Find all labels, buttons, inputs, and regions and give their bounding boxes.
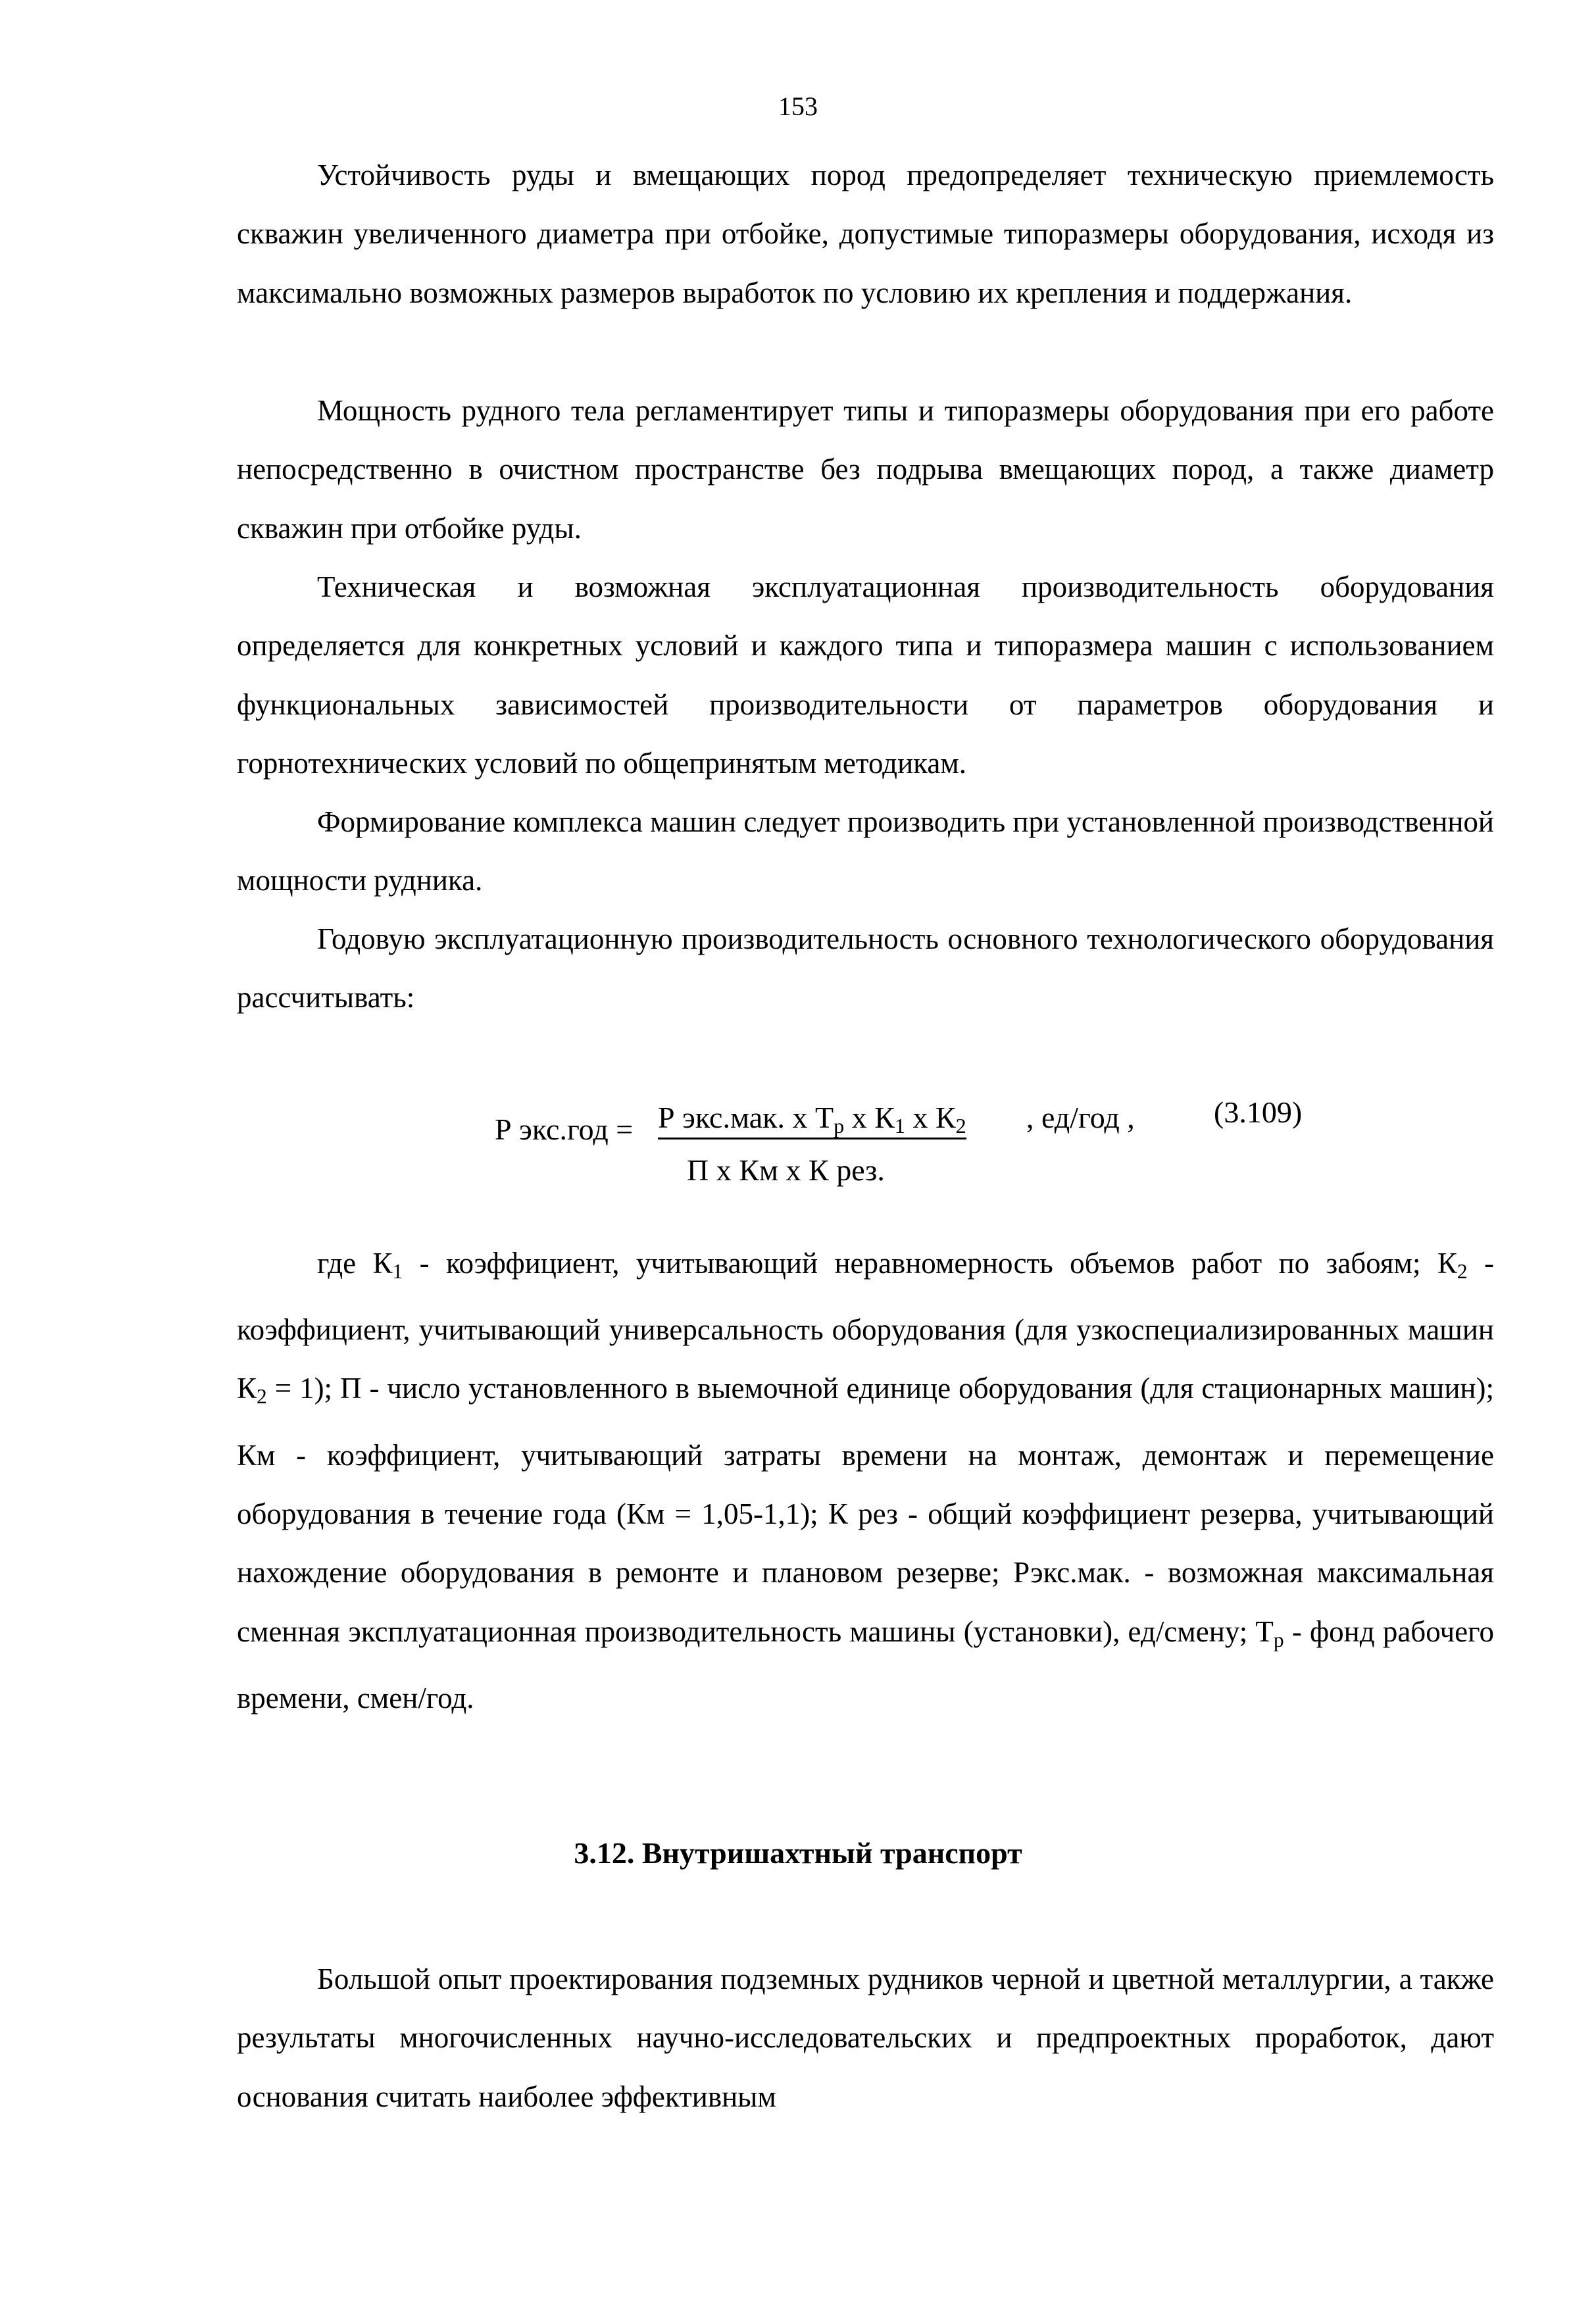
formula-unit: , ед/год , xyxy=(1026,1101,1135,1134)
paragraph-ore-stability: Устойчивость руды и вмещающих пород предопределяет техническую приемлемость скважин увеличенного диаметра при отбойке, допустимые типоразмеры оборудования, исходя из максимально возможных размеров выработок по условию их крепления и поддержания. xyxy=(237,159,1494,309)
equation-number: (3.109) xyxy=(1214,1095,1303,1129)
formula-numerator: Р экс.мак. х $Т_р$ х $К_1$ х $К_2$ xyxy=(658,1103,966,1139)
page-number: 153 xyxy=(778,91,818,121)
formula-3-109 xyxy=(0,1079,1596,1197)
paragraph-machine-complex: Формирование комплекса машин следует производить при установленной производственной мощности рудника. xyxy=(237,805,1494,897)
formula-lhs: Р экс.год = xyxy=(495,1113,634,1146)
section-heading: 3.12. Внутришахтный транспорт xyxy=(574,1836,1022,1870)
paragraph-ore-body-thickness: Мощность рудного тела регламентирует типы и типоразмеры оборудования при его работе непосредственно в очистном пространстве без подрыва вмещающих пород, а также диаметр скважин при отбойке руды. xyxy=(237,394,1494,545)
formula-denominator: П х Км х К рез. xyxy=(687,1153,885,1187)
paragraph-productivity: Техническая и возможная эксплуатационная производительность оборудования определяется для конкретных условий и каждого типа и типоразмера машин с использованием функциональных зависимостей производительности от параметров оборудования и горнотехнических условий по общепринятым методикам. xyxy=(237,570,1494,780)
paragraph-annual-productivity: Годовую эксплуатационную производительность основного технологического оборудования рассчитывать: xyxy=(237,922,1494,1014)
paragraph-where-definitions: где $К_1$ - коэффициент, учитывающий неравномерность объемов работ по забоям; $К_2$ - коэффициент, учитывающий универсальность оборудования (для узкоспециализированных машин $К_2 = 1$); П - число установленного в выемочной единице оборудования (для стационарных машин); Км - коэффициент, учитывающий затраты времени на монтаж, демонтаж и перемещение оборудования в течение года (Км = 1,05-1,1); К рез - общий коэффициент резерва, учитывающий нахождение оборудования в ремонте и плановом резерве; Рэкс.мак. - возможная максимальная сменная эксплуатационная производительность машины (установки), ед/смену; $Т_р$ - фонд рабочего времени, смен/год. xyxy=(237,1247,1494,1714)
paragraph-transport-intro: Большой опыт проектирования подземных рудников черной и цветной металлургии, а также результаты многочисленных научно-исследовательских и предпроектных проработок, дают основания считать наиболее эффективным xyxy=(237,1963,1494,2113)
